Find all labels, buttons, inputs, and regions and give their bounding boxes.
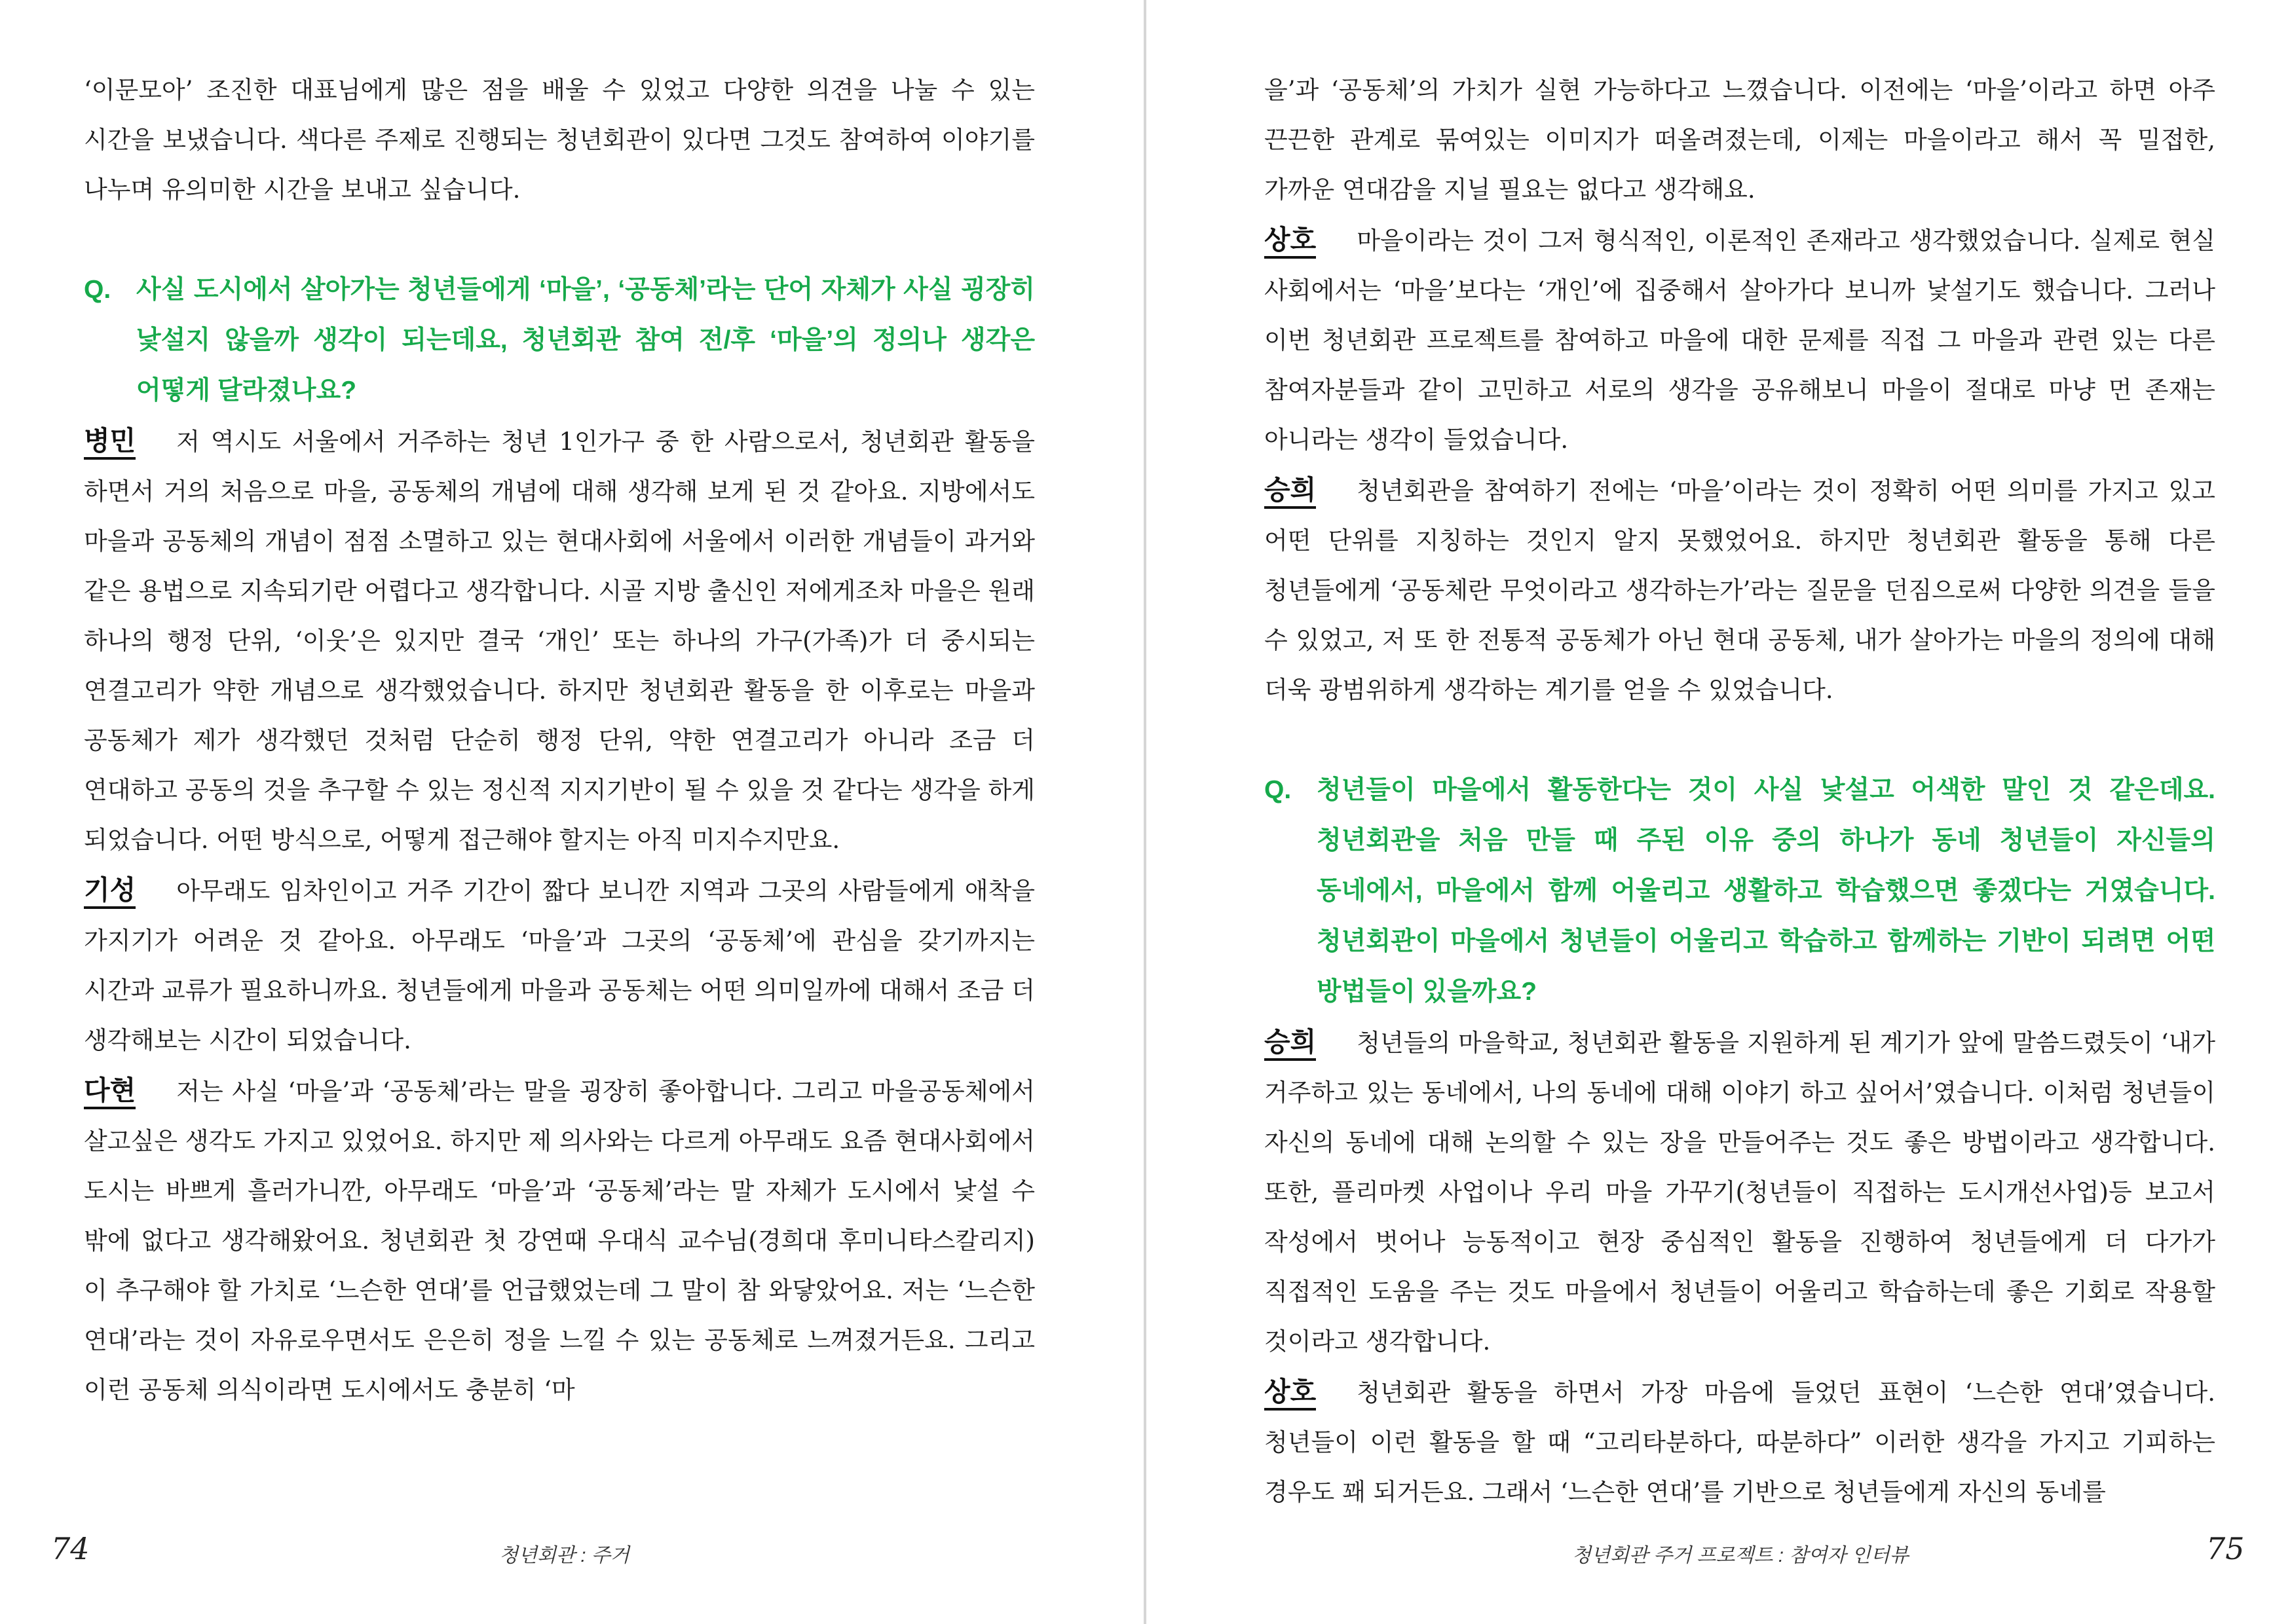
left-running-title [499,1539,629,1568]
question-text: 청년들이 마을에서 활동한다는 것이 사실 낯설고 어색한 말인 것 같은데요. 청년회관을 처음 만들 때 주된 이유 중의 하나가 동네 청년들이 자신들의 동네에서, 마을에서 함께 어울리고 생활하고 학습했으면 좋겠다는 거였습니다. 청년회관이 마을에서 청년들이 어울리고 학습하고 함께하는 기반이 되려면 어떤 방법들이 있을까요? [1317,776,2215,1006]
speaker-name: 승희 [1264,1027,1316,1061]
answer-block [1264,1017,2215,1367]
speaker-name: 상호 [1264,1376,1316,1411]
question-label: Q. [84,276,111,304]
question-block [84,265,1035,416]
answer-block [84,865,1035,1065]
question-text: 사실 도시에서 살아가는 청년들에게 ‘마을’, ‘공동체’라는 단어 자체가 사실 굉장히 낯설지 않을까 생각이 되는데요, 청년회관 참여 전/후 ‘마을’의 정의나 생각은 어떻게 달라졌나요? [136,276,1035,405]
page-gutter [1144,0,1146,1624]
answer-text: 청년회관 활동을 하면서 가장 마음에 들었던 표현이 ‘느슨한 연대’였습니다. 청년들이 이런 활동을 할 때 “고리타분하다, 따분하다” 이러한 생각을 가지고 기피하는 경우도 꽤 되거든요. 그래서 ‘느슨한 연대’를 기반으로 청년들에게 자신의 동네를 [1264,1378,2215,1506]
right-page-number [2206,1531,2245,1566]
continuation-paragraph: 을’과 ‘공동체’의 가치가 실현 가능하다고 느꼈습니다. 이전에는 ‘마을’이라고 하면 아주 끈끈한 관계로 묶여있는 이미지가 떠올려졌는데, 이제는 마을이라고 해서 꼭 밀접한, 가까운 연대감을 지닐 필요는 없다고 생각해요. [1264,76,2215,204]
running-title: 청년회관 : 주거 [499,1545,629,1566]
answer-text: 청년회관을 참여하기 전에는 ‘마을’이라는 것이 정확히 어떤 의미를 가지고 있고 어떤 단위를 지칭하는 것인지 알지 못했었어요. 하지만 청년회관 활동을 통해 다른 청년들에게 ‘공동체란 무엇이라고 생각하는가’라는 질문을 던짐으로써 다양한 의견을 들을 수 있었고, 저 또 한 전통적 공동체가 아닌 현대 공동체, 내가 살아가는 마을의 정의에 대해 더욱 광범위하게 생각하는 계기를 얻을 수 있었습니다. [1264,477,2215,704]
answer-text: 저 역시도 서울에서 거주하는 청년 1인가구 중 한 사람으로서, 청년회관 활동을 하면서 거의 처음으로 마을, 공동체의 개념에 대해 생각해 보게 된 것 같아요. 지방에서도 마을과 공동체의 개념이 점점 소멸하고 있는 현대사회에 서울에서 이러한 개념들이 과거와 같은 용법으로 지속되기란 어렵다고 생각합니다. 시골 지방 출신인 저에게조차 마을은 원래 하나의 행정 단위, ‘이웃’은 있지만 결국 ‘개인’ 또는 하나의 가구(가족)가 더 중시되는 연결고리가 약한 개념으로 생각했었습니다. 하지만 청년회관 활동을 한 이후로는 마을과 공동체가 제가 생각했던 것처럼 단순히 행정 단위, 약한 연결고리가 아니라 조금 더 연대하고 공동의 것을 추구할 수 있는 정신적 지지기반이 될 수 있을 것 같다는 생각을 하게 되었습니다. 어떤 방식으로, 어떻게 접근해야 할지는 아직 미지수지만요. [84,428,1035,854]
left-page-number [51,1531,90,1566]
speaker-name: 다현 [84,1075,136,1109]
running-title: 청년회관 주거 프로젝트 : 참여자 인터뷰 [1572,1545,1909,1566]
page-number: 75 [2206,1531,2245,1566]
question-block [1264,765,2215,1017]
answer-text: 아무래도 임차인이고 거주 기간이 짧다 보니깐 지역과 그곳의 사람들에게 애착을 가지기가 어려운 것 같아요. 아무래도 ‘마을’과 그곳의 ‘공동체’에 관심을 갖기까지는 시간과 교류가 필요하니까요. 청년들에게 마을과 공동체는 어떤 의미일까에 대해서 조금 더 생각해보는 시간이 되었습니다. [84,877,1035,1054]
answer-block [1264,1367,2215,1517]
speaker-name: 승희 [1264,475,1316,509]
answer-block [84,416,1035,865]
intro-paragraph: ‘이문모아’ 조진한 대표님에게 많은 점을 배울 수 있었고 다양한 의견을 나눌 수 있는 시간을 보냈습니다. 색다른 주제로 진행되는 청년회관이 있다면 그것도 참여하여 이야기를 나누며 유의미한 시간을 보내고 싶습니다. [84,76,1035,204]
question-label: Q. [1264,776,1292,804]
answer-block [1264,465,2215,715]
page-number: 74 [51,1531,90,1566]
right-running-title [1572,1539,1909,1568]
answer-text: 마을이라는 것이 그저 형식적인, 이론적인 존재라고 생각했었습니다. 실제로 현실 사회에서는 ‘마을’보다는 ‘개인’에 집중해서 살아가다 보니까 낯설기도 했습니다. 그러나 이번 청년회관 프로젝트를 참여하고 마을에 대한 문제를 직접 그 마을과 관련 있는 다른 참여자분들과 같이 고민하고 서로의 생각을 공유해보니 마을이 절대로 마냥 먼 존재는 아니라는 생각이 들었습니다. [1264,227,2215,454]
speaker-name: 상호 [1264,225,1316,259]
speaker-name: 기성 [84,875,136,909]
answer-block [1264,215,2215,465]
speaker-name: 병민 [84,426,136,460]
right-page [1264,65,2215,1517]
answer-block [84,1065,1035,1415]
answer-text: 저는 사실 ‘마을’과 ‘공동체’라는 말을 굉장히 좋아합니다. 그리고 마을공동체에서 살고싶은 생각도 가지고 있었어요. 하지만 제 의사와는 다르게 아무래도 요즘 현대사회에서 도시는 바쁘게 흘러가니깐, 아무래도 ‘마을’과 ‘공동체’라는 말 자체가 도시에서 낯설 수 밖에 없다고 생각해왔어요. 청년회관 첫 강연때 우대식 교수님(경희대 후미니타스칼리지)이 추구해야 할 가치로 ‘느슨한 연대’를 언급했었는데 그 말이 참 와닿았어요. 저는 ‘느슨한 연대’라는 것이 자유로우면서도 은은히 정을 느낄 수 있는 공동체로 느껴졌거든요. 그리고 이런 공동체 의식이라면 도시에서도 충분히 ‘마 [84,1077,1035,1404]
answer-text: 청년들의 마을학교, 청년회관 활동을 지원하게 된 계기가 앞에 말씀드렸듯이 ‘내가 거주하고 있는 동네에서, 나의 동네에 대해 이야기 하고 싶어서’였습니다. 이처럼 청년들이 자신의 동네에 대해 논의할 수 있는 장을 만들어주는 것도 좋은 방법이라고 생각합니다. 또한, 플리마켓 사업이나 우리 마을 가꾸기(청년들이 직접하는 도시개선사업)등 보고서 작성에서 벗어나 능동적이고 현장 중심적인 활동을 진행하여 청년들에게 더 다가가 직접적인 도움을 주는 것도 마을에서 청년들이 어울리고 학습하는데 좋은 기회로 작용할 것이라고 생각합니다. [1264,1029,2215,1356]
left-page [84,65,1035,1415]
